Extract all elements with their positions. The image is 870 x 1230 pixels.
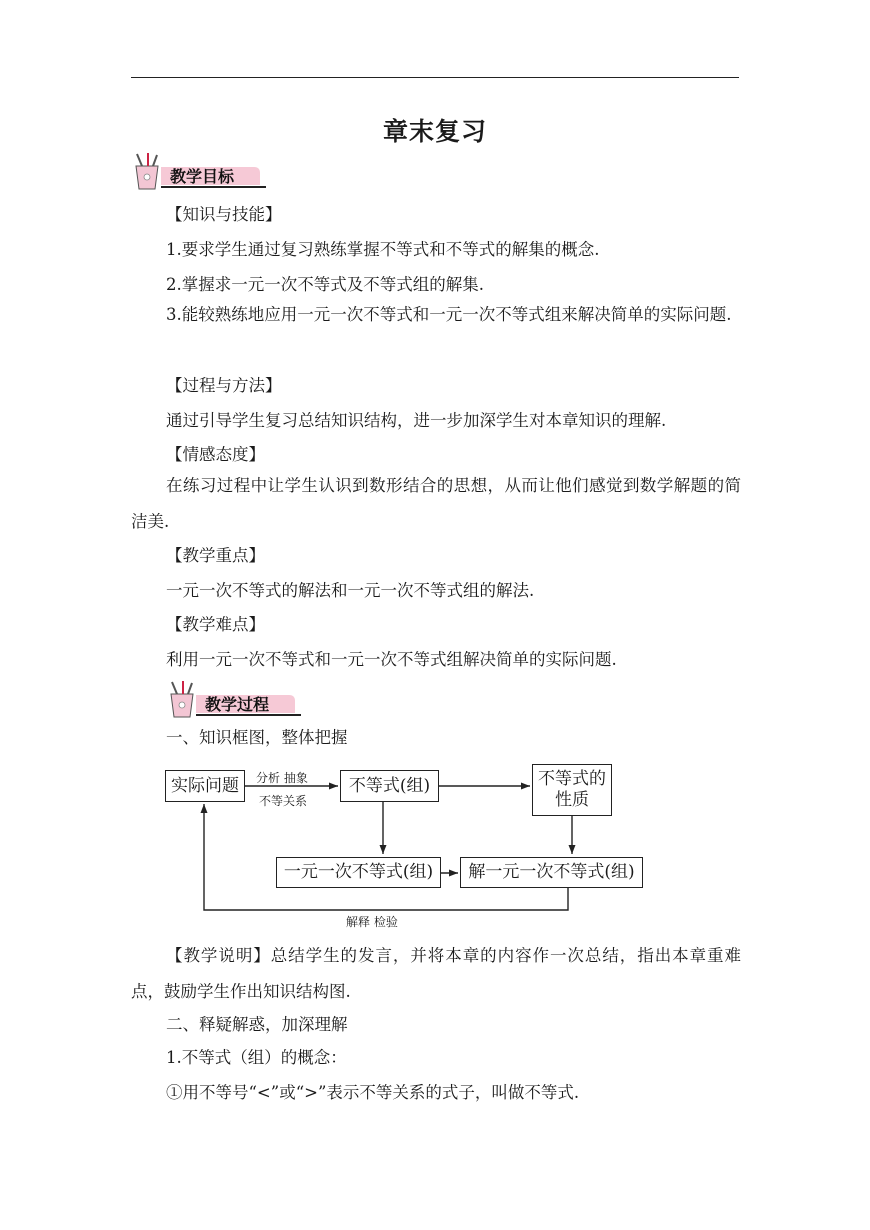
section-title-goals: 教学目标 — [170, 167, 235, 186]
teaching-note: 【教学说明】总结学生的发言，并将本章的内容作一次总结，指出本章重难点，鼓励学生作出知识结构图. — [131, 946, 741, 1001]
emotion-text: 在练习过程中让学生认识到数形结合的思想，从而让他们感觉到数学解题的简洁美. — [131, 476, 741, 531]
key-point-text: 一元一次不等式的解法和一元一次不等式组的解法. — [166, 581, 535, 600]
label-explain-verify: 解释 检验 — [346, 915, 398, 929]
part-1-heading: 一、知识框图，整体把握 — [166, 728, 348, 747]
box-inequality: 不等式(组) — [340, 770, 439, 802]
label-analyze-abstract: 分析 抽象 — [256, 771, 308, 785]
difficulty-text: 利用一元一次不等式和一元一次不等式组解决简单的实际问题. — [166, 650, 617, 669]
knowledge-item-3: 3.能较熟练地应用一元一次不等式和一元一次不等式组来解决简单的实际问题. — [166, 305, 732, 324]
box-real-problem: 实际问题 — [165, 770, 245, 802]
box-solve-inequality: 解一元一次不等式(组) — [460, 857, 643, 888]
box-property-line-2: 性质 — [555, 790, 589, 810]
box-linear-inequality: 一元一次不等式(组) — [276, 857, 441, 888]
page-title: 章末复习 — [382, 117, 487, 146]
method-text: 通过引导学生复习总结知识结构，进一步加深学生对本章知识的理解. — [166, 411, 667, 430]
method-heading: 【过程与方法】 — [166, 376, 282, 395]
part-2-heading: 二、释疑解惑，加深理解 — [166, 1015, 348, 1034]
knowledge-item-2: 2.掌握求一元一次不等式及不等式组的解集. — [166, 275, 484, 294]
box-property-line-1: 不等式的 — [538, 769, 606, 789]
emotion-heading: 【情感态度】 — [166, 445, 265, 464]
label-inequality-relation: 不等关系 — [259, 794, 308, 808]
knowledge-heading: 【知识与技能】 — [166, 205, 282, 224]
concept-item-1: 1.不等式（组）的概念： — [166, 1048, 347, 1067]
section-title-process: 教学过程 — [205, 695, 270, 714]
concept-item-1a: ①用不等号“<”或“>”表示不等关系的式子，叫做不等式. — [166, 1083, 580, 1102]
knowledge-item-1: 1.要求学生通过复习熟练掌握不等式和不等式的解集的概念. — [166, 240, 600, 259]
box-property — [532, 764, 612, 816]
key-point-heading: 【教学重点】 — [166, 546, 265, 565]
difficulty-heading: 【教学难点】 — [166, 615, 265, 634]
